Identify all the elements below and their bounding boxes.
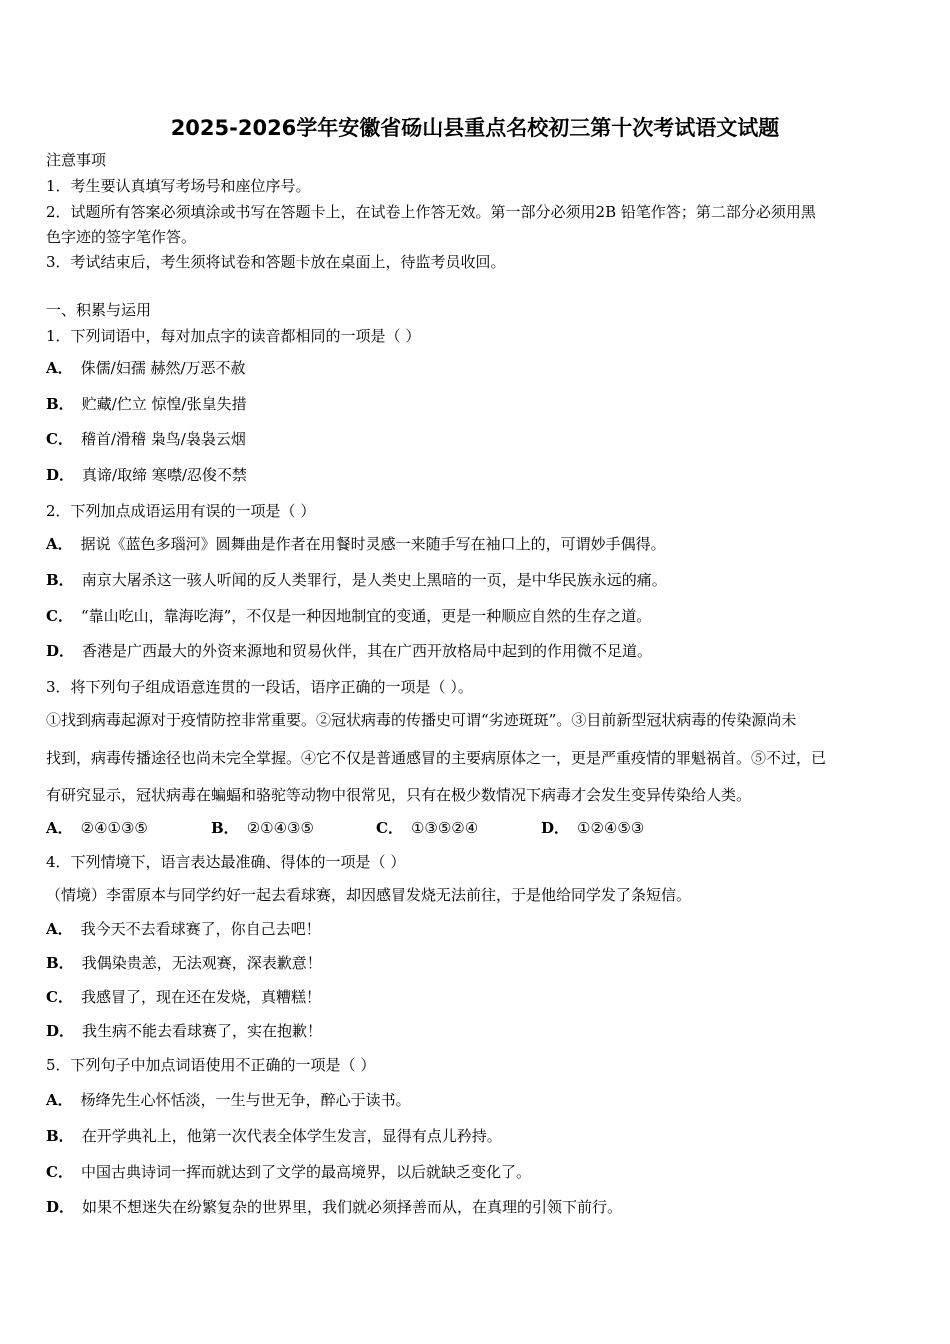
option-a: [46, 818, 211, 838]
option-text: 真谛/取缔 寒噤/忍俊不禁: [82, 466, 247, 484]
option-label: B．: [46, 954, 74, 972]
question-stem: 3．将下列句子组成语意连贯的一段话，语序正确的一项是（ ）。: [46, 678, 473, 696]
option-label: B．: [46, 395, 74, 413]
option-text: ①③⑤②④: [410, 819, 479, 837]
option-text: 中国古典诗词一挥而就达到了文学的最高境界，以后就缺乏变化了。: [80, 1163, 531, 1181]
notice-item: 1．考生要认真填写考场号和座位序号。: [46, 177, 311, 195]
option-c: [46, 1162, 531, 1182]
option-label: B．: [211, 819, 239, 837]
option-label: B．: [46, 1127, 74, 1145]
passage-line: 找到，病毒传播途径也尚未完全掌握。④它不仅是普通感冒的主要病原体之一，更是严重疫情的罪魁祸首。⑤不过，已: [46, 749, 827, 767]
notice-item: 色字迹的签字笔作答。: [46, 228, 197, 246]
option-text: ①②④⑤③: [577, 819, 645, 837]
option-a: [46, 534, 666, 554]
option-label: A．: [46, 920, 73, 938]
option-label: D．: [46, 466, 75, 484]
option-label: A．: [46, 535, 73, 553]
option-text: ②④①③⑤: [80, 819, 148, 837]
option-label: C．: [46, 607, 73, 625]
question-stem: 5．下列句子中加点词语使用不正确的一项是（ ）: [46, 1056, 376, 1074]
option-text: 我偶染贵恙，无法观赛，深表歉意！: [81, 954, 322, 972]
option-c: [376, 818, 541, 838]
option-text: “靠山吃山，靠海吃海”，不仅是一种因地制宜的变通，更是一种顺应自然的生存之道。: [80, 607, 652, 625]
option-label: A．: [46, 359, 73, 377]
option-label: C．: [376, 819, 403, 837]
page-title: 2025-2026学年安徽省砀山县重点名校初三第十次考试语文试题: [170, 116, 780, 140]
option-c: [46, 606, 651, 626]
question-stem: 1．下列词语中，每对加点字的读音都相同的一项是（ ）: [46, 327, 421, 345]
option-text: 在开学典礼上，他第一次代表全体学生发言，显得有点儿矜持。: [81, 1127, 502, 1145]
option-text: 贮藏/伫立 惊惶/张皇失措: [81, 395, 247, 413]
option-a: [46, 919, 321, 939]
option-text: 我感冒了，现在还在发烧，真糟糕！: [80, 988, 321, 1006]
option-d: [46, 1197, 622, 1217]
option-d: [46, 465, 247, 485]
option-text: 稽首/滑稽 枭鸟/袅袅云烟: [80, 430, 246, 448]
question-stem: 2．下列加点成语运用有误的一项是（ ）: [46, 502, 316, 520]
option-c: [46, 987, 321, 1007]
notice-item: 2．试题所有答案必须填涂或书写在答题卡上，在试卷上作答无效。第一部分必须用2B 铅笔作答；第二部分必须用黑: [46, 203, 816, 221]
option-text: 我今天不去看球赛了，你自己去吧！: [80, 920, 321, 938]
option-row: [46, 818, 706, 838]
option-c: [46, 429, 246, 449]
option-text: 杨绛先生心怀恬淡，一生与世无争，醉心于读书。: [80, 1091, 411, 1109]
option-b: [46, 953, 322, 973]
option-a: [46, 358, 246, 378]
option-text: 如果不想迷失在纷繁复杂的世界里，我们就必须择善而从，在真理的引领下前行。: [82, 1198, 623, 1216]
option-label: C．: [46, 988, 73, 1006]
option-text: 侏儒/妇孺 赫然/万恶不赦: [80, 359, 246, 377]
passage-line: 有研究显示，冠状病毒在蝙蝠和骆驼等动物中很常见，只有在极少数情况下病毒才会发生变异传染给人类。: [46, 786, 752, 804]
option-label: C．: [46, 1163, 73, 1181]
option-label: C．: [46, 430, 73, 448]
notice-heading: 注意事项: [46, 151, 107, 169]
option-text: 据说《蓝色多瑙河》圆舞曲是作者在用餐时灵感一来随手写在袖口上的，可谓妙手偶得。: [80, 535, 666, 553]
option-label: D．: [46, 642, 75, 660]
option-label: B．: [46, 571, 74, 589]
option-b: [211, 818, 376, 838]
option-b: [46, 394, 247, 414]
option-b: [46, 570, 667, 590]
option-a: [46, 1090, 411, 1110]
passage-line: ①找到病毒起源对于疫情防控非常重要。②冠状病毒的传播史可谓“劣迹斑斑”。③目前新型冠状病毒的传染源尚未: [46, 711, 797, 729]
option-b: [46, 1126, 502, 1146]
option-label: D．: [541, 819, 570, 837]
option-text: 我生病不能去看球赛了，实在抱歉！: [82, 1022, 323, 1040]
option-d: [46, 1021, 322, 1041]
option-text: ②①④③⑤: [246, 819, 314, 837]
option-d: [541, 818, 706, 838]
option-d: [46, 641, 652, 661]
notice-item: 3．考试结束后，考生须将试卷和答题卡放在桌面上，待监考员收回。: [46, 253, 506, 271]
option-text: 南京大屠杀这一骇人听闻的反人类罪行，是人类史上黑暗的一页，是中华民族永远的痛。: [81, 571, 667, 589]
context-line: （情境）李雷原本与同学约好一起去看球赛，却因感冒发烧无法前往，于是他给同学发了条短信。: [46, 886, 692, 904]
option-text: 香港是广西最大的外资来源地和贸易伙伴，其在广西开放格局中起到的作用微不足道。: [82, 642, 653, 660]
option-label: D．: [46, 1022, 75, 1040]
question-stem: 4．下列情境下，语言表达最准确、得体的一项是（ ）: [46, 853, 406, 871]
option-label: A．: [46, 819, 73, 837]
section-heading: 一、积累与运用: [46, 301, 152, 319]
option-label: A．: [46, 1091, 73, 1109]
option-label: D．: [46, 1198, 75, 1216]
